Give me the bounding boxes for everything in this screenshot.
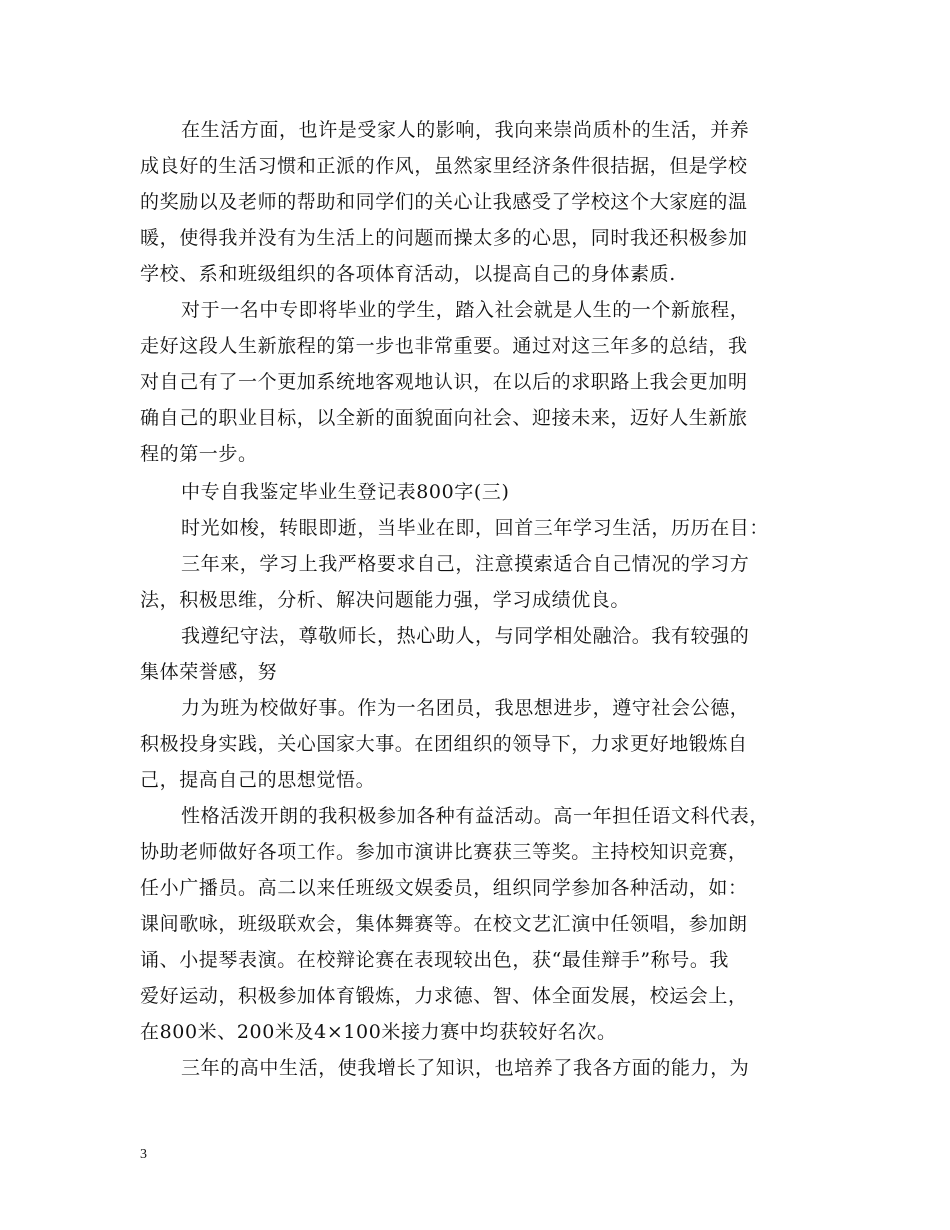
body-text-line: 在800米、200米及4×100米接力赛中均获较好名次。 bbox=[140, 1021, 617, 1043]
body-text-line: 学校、系和班级组织的各项体育活动，以提高自己的身体素质. bbox=[140, 263, 676, 285]
body-text-line: 课间歌咏，班级联欢会，集体舞赛等。在校文艺汇演中任领唱，参加朗 bbox=[140, 913, 748, 935]
body-text-line: 三年来，学习上我严格要求自己，注意摸索适合自己情况的学习方 bbox=[181, 553, 750, 575]
body-text-line: 任小广播员。高二以来任班级文娱委员，组织同学参加各种活动，如： bbox=[140, 877, 748, 899]
body-text-line: 性格活泼开朗的我积极参加各种有益活动。高一年担任语文科代表， bbox=[181, 805, 770, 827]
body-text-line: 法，积极思维，分析、解决问题能力强，学习成绩优良。 bbox=[140, 589, 631, 611]
body-text-line: 的奖励以及老师的帮助和同学们的关心让我感受了学校这个大家庭的温 bbox=[140, 191, 748, 213]
body-text-line: 程的第一步。 bbox=[140, 443, 258, 465]
body-text-line: 集体荣誉感，努 bbox=[140, 661, 278, 683]
body-text-line: 时光如梭，转眼即逝，当毕业在即，回首三年学习生活，历历在目： bbox=[181, 517, 770, 539]
body-text-line: 爱好运动，积极参加体育锻炼，力求德、智、体全面发展，校运会上， bbox=[140, 985, 748, 1007]
body-text-line: 积极投身实践，关心国家大事。在团组织的领导下，力求更好地锻炼自 bbox=[140, 733, 748, 755]
body-text-line: 诵、小提琴表演。在校辩论赛在表现较出色，获“最佳辩手”称号。我 bbox=[140, 949, 730, 971]
body-text-line: 己，提高自己的思想觉悟。 bbox=[140, 769, 376, 791]
body-text-line: 确自己的职业目标，以全新的面貌面向社会、迎接未来，迈好人生新旅 bbox=[140, 407, 748, 429]
body-text-line: 对于一名中专即将毕业的学生，踏入社会就是人生的一个新旅程， bbox=[181, 299, 750, 321]
body-text-line: 成良好的生活习惯和正派的作风，虽然家里经济条件很拮据，但是学校 bbox=[140, 155, 748, 177]
body-text-line: 暖，使得我并没有为生活上的问题而操太多的心思，同时我还积极参加 bbox=[140, 227, 748, 249]
body-text-line: 三年的高中生活，使我增长了知识，也培养了我各方面的能力，为 bbox=[181, 1057, 750, 1079]
body-text-line: 对自己有了一个更加系统地客观地认识，在以后的求职路上我会更加明 bbox=[140, 371, 748, 393]
body-text-line: 协助老师做好各项工作。参加市演讲比赛获三等奖。主持校知识竞赛， bbox=[140, 841, 748, 863]
section-heading: 中专自我鉴定毕业生登记表800字(三) bbox=[181, 481, 510, 503]
body-text-line: 在生活方面，也许是受家人的影响，我向来崇尚质朴的生活，并养 bbox=[181, 119, 750, 141]
body-text-line: 走好这段人生新旅程的第一步也非常重要。通过对这三年多的总结，我 bbox=[140, 335, 748, 357]
page-number: 3 bbox=[140, 1147, 147, 1162]
body-text-line: 我遵纪守法，尊敬师长，热心助人，与同学相处融洽。我有较强的 bbox=[181, 625, 750, 647]
body-text-line: 力为班为校做好事。作为一名团员，我思想进步，遵守社会公德， bbox=[181, 697, 750, 719]
